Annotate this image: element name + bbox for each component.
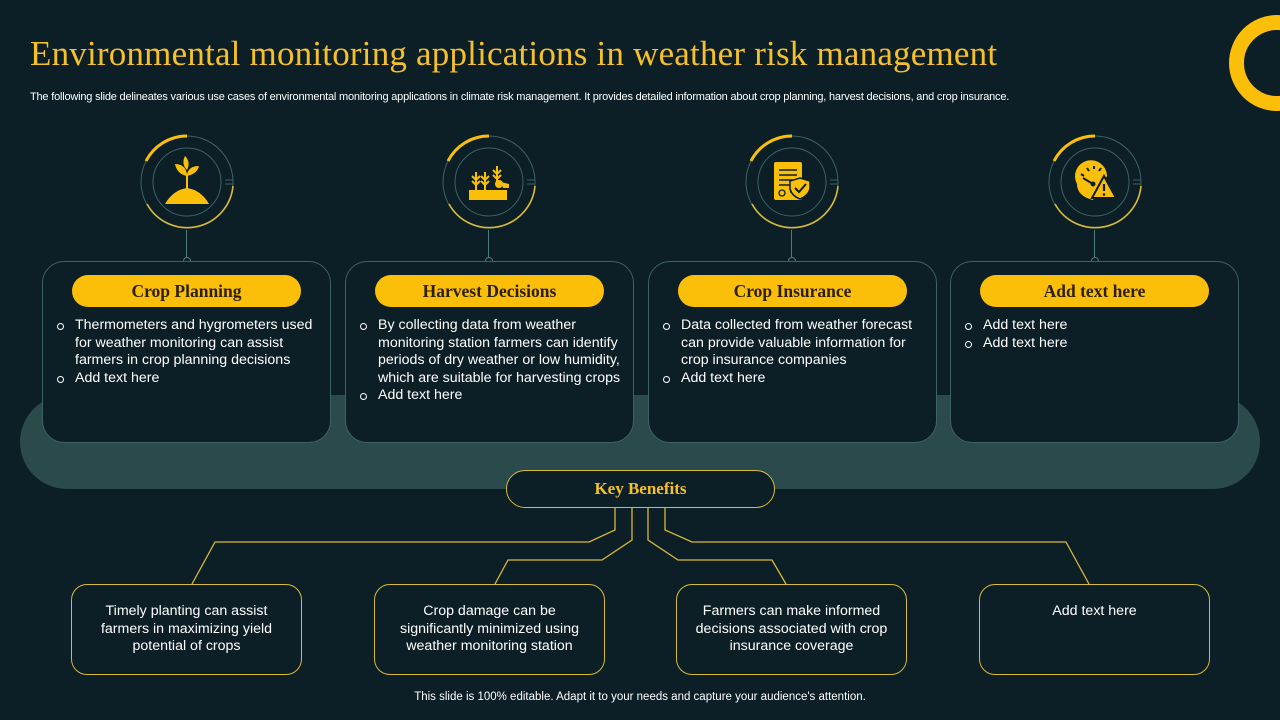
benefit-box: Crop damage can be significantly minimized using weather monitoring station: [374, 584, 605, 675]
footer-note: This slide is 100% editable. Adapt it to your needs and capture your audience's attention.: [414, 691, 866, 703]
card-title: Add text here: [980, 275, 1209, 307]
key-benefits-label: Key Benefits: [506, 470, 775, 508]
slide-subtitle: The following slide delineates various use cases of environmental monitoring applications in climate risk management. It provides detailed information about crop planning, harvest decisions, and crop insurance.: [30, 91, 1010, 103]
card-title: Crop Insurance: [678, 275, 907, 307]
list-item: Thermometers and hygrometers used for weather monitoring can assist farmers in crop planning decisions: [57, 317, 320, 370]
slide-title: Environmental monitoring applications in weather risk management: [30, 34, 998, 73]
benefit-box: Timely planting can assist farmers in maximizing yield potential of crops: [71, 584, 302, 675]
list-item: Add text here: [663, 370, 926, 388]
benefit-box: Add text here: [979, 584, 1210, 675]
card-title: Crop Planning: [72, 275, 301, 307]
benefit-box: Farmers can make informed decisions associated with crop insurance coverage: [676, 584, 907, 675]
list-item: Add text here: [965, 335, 1228, 353]
list-item: Add text here: [57, 370, 320, 388]
list-item: Add text here: [965, 317, 1228, 335]
list-item: Data collected from weather forecast can provide valuable information for crop insurance companies: [663, 317, 926, 370]
list-item: By collecting data from weather monitoring station farmers can identify periods of dry weather or low humidity, which are suitable for harvesting crops: [360, 317, 623, 387]
list-item: Add text here: [360, 387, 623, 405]
card-title: Harvest Decisions: [375, 275, 604, 307]
